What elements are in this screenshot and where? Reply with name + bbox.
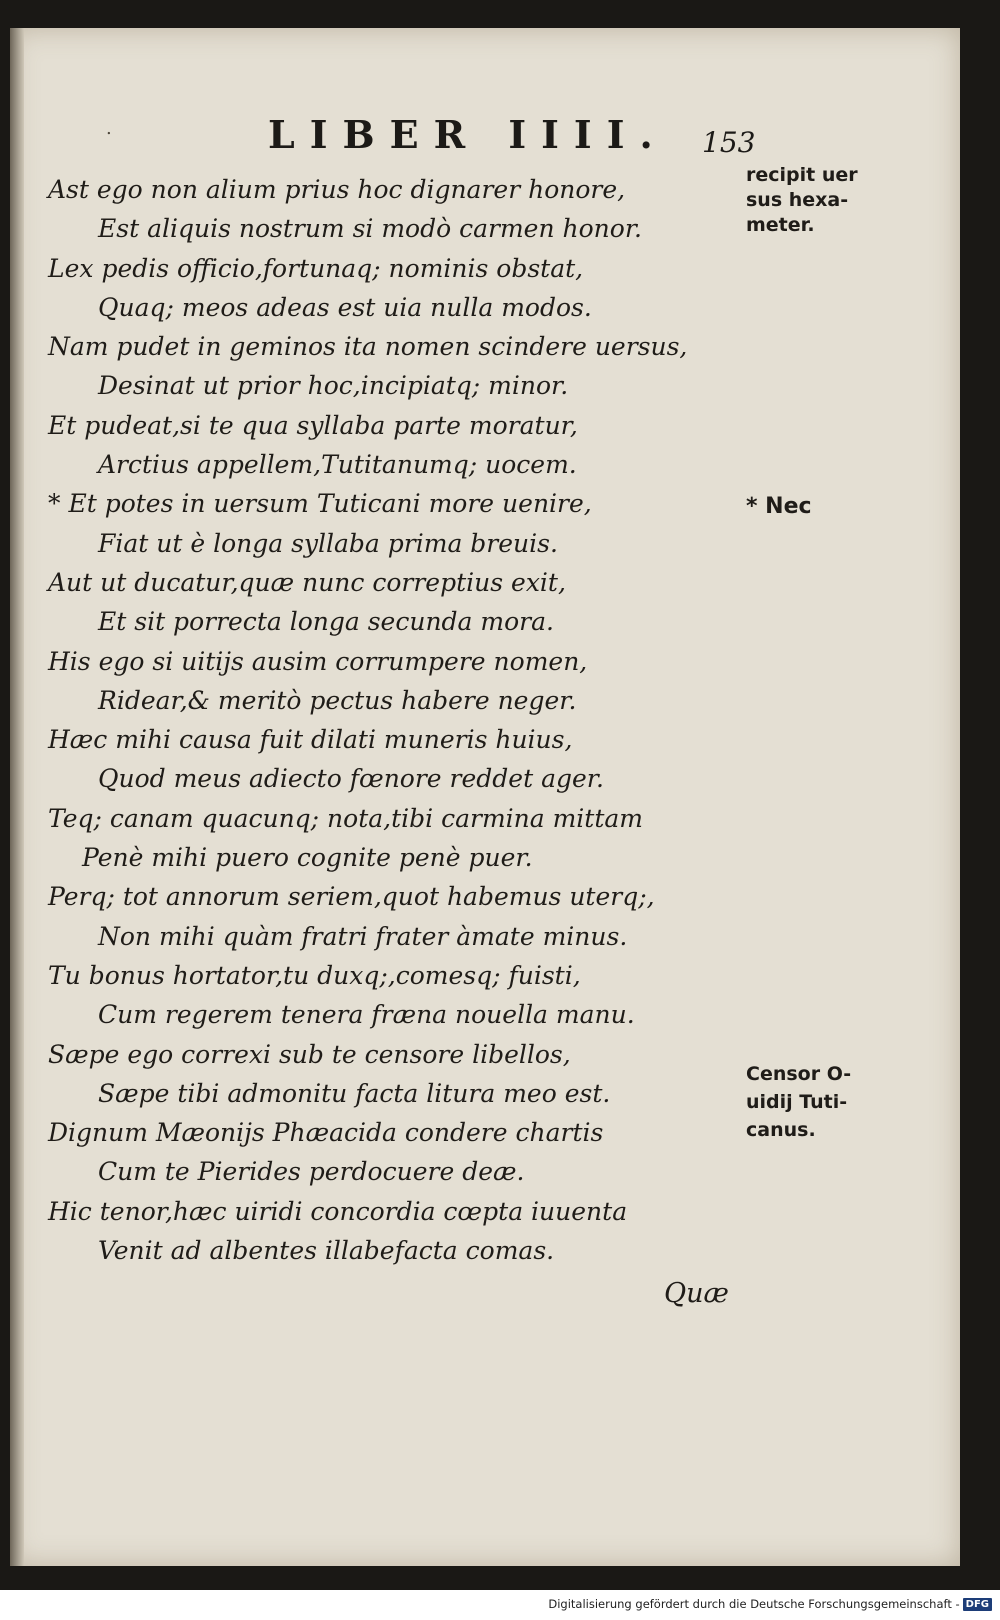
- verse-text: [48, 170, 688, 1270]
- verse-line: Est aliquis nostrum si modò carmen honor.: [98, 214, 642, 244]
- verse-line: Cum te Pierides perdocuere deæ.: [98, 1157, 525, 1187]
- verse-line: Sæpe ego correxi sub te censore libellos,: [48, 1039, 571, 1069]
- catchword: Quæ: [664, 1278, 729, 1309]
- verse-line: Hic tenor,hæc uiridi concordia cœpta iuuenta: [48, 1196, 628, 1226]
- verse-line: His ego si uitijs ausim corrumpere nomen,: [48, 646, 588, 676]
- marginal-note-line: recipit uer: [746, 164, 858, 186]
- verse-line: Aut ut ducatur,quæ nunc correptius exit,: [48, 567, 566, 597]
- marginal-note-line: meter.: [746, 214, 815, 236]
- verse-line: Hæc mihi causa fuit dilati muneris huius,: [48, 725, 573, 755]
- marginal-note-line: uidij Tuti-: [746, 1091, 848, 1113]
- verse-line: Sæpe tibi admonitu facta litura meo est.: [98, 1078, 611, 1108]
- verse-line: Ast ego non alium prius hoc dignarer honore,: [48, 175, 626, 204]
- dfg-logo: DFG: [963, 1598, 992, 1611]
- verse-line: Arctius appellem,Tutitanumq; uocem.: [98, 450, 577, 480]
- verse-line: Perq; tot annorum seriem,quot habemus uterq;,: [48, 882, 655, 912]
- verse-line: Nam pudet in geminos ita nomen scindere uersus,: [48, 332, 688, 362]
- marginal-note-nec: * Nec: [746, 494, 812, 519]
- marginal-note-line: sus hexa-: [746, 189, 849, 211]
- verse-line: Non mihi quàm fratri frater àmate minus.: [98, 921, 628, 951]
- verse-line: Quod meus adiecto fœnore reddet ager.: [98, 764, 604, 794]
- verse-line: Venit ad albentes illabefacta comas.: [98, 1236, 555, 1266]
- digitization-footer: [548, 1597, 992, 1611]
- verse-line: Teq; canam quacunq; nota,tibi carmina mittam: [48, 803, 644, 833]
- marginal-note-censor: [746, 1060, 851, 1144]
- verse-line: Lex pedis officio,fortunaq; nominis obstat,: [48, 253, 584, 283]
- page-number: 153: [702, 126, 756, 159]
- verse-line: Penè mihi puero cognite penè puer.: [82, 843, 533, 873]
- verse-line: Dignum Mæonijs Phæacida condere chartis: [48, 1118, 604, 1148]
- verse-line: Tu bonus hortator,tu duxq;,comesq; fuisti,: [48, 960, 581, 990]
- verse-line: * Et potes in uersum Tuticani more uenire,: [48, 489, 592, 519]
- verse-line: Fiat ut è longa syllaba prima breuis.: [98, 528, 558, 558]
- page-spine: [10, 28, 24, 1566]
- footer-credit: Digitalisierung gefördert durch die Deutsche Forschungsgemeinschaft -: [548, 1597, 960, 1611]
- verse-line: Ridear,& meritò pectus habere neger.: [98, 685, 577, 715]
- marginal-note-line: Censor O-: [746, 1063, 852, 1085]
- running-head: LIBER IIII.: [268, 112, 668, 157]
- verse-line: Et pudeat,si te qua syllaba parte moratur,: [48, 410, 578, 440]
- verse-line: Desinat ut prior hoc,incipiatq; minor.: [98, 371, 569, 401]
- verse-line: Quaq; meos adeas est uia nulla modos.: [98, 292, 592, 322]
- verse-line: Et sit porrecta longa secunda mora.: [98, 607, 554, 637]
- marginal-note-line: canus.: [746, 1119, 816, 1141]
- header-dot: .: [106, 118, 112, 139]
- verse-line: Cum regerem tenera fræna nouella manu.: [98, 1000, 635, 1030]
- marginal-note-hexameter: [746, 163, 858, 238]
